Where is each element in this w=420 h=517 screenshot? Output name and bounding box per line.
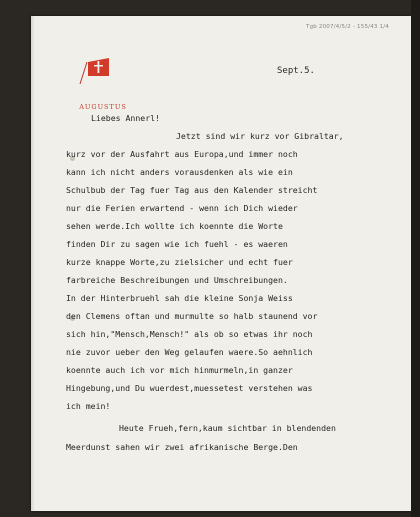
archive-reference: Tgb 2007/4/5/2 - 155/43 1/4: [306, 24, 389, 30]
page-edge: [31, 16, 35, 511]
letterhead-logo: [73, 54, 133, 109]
ship-name: AUGUSTUS: [79, 103, 127, 111]
letter-date: Sept.5.: [277, 66, 315, 76]
background-edge: [411, 0, 420, 517]
ship-flag-icon: [73, 54, 133, 104]
